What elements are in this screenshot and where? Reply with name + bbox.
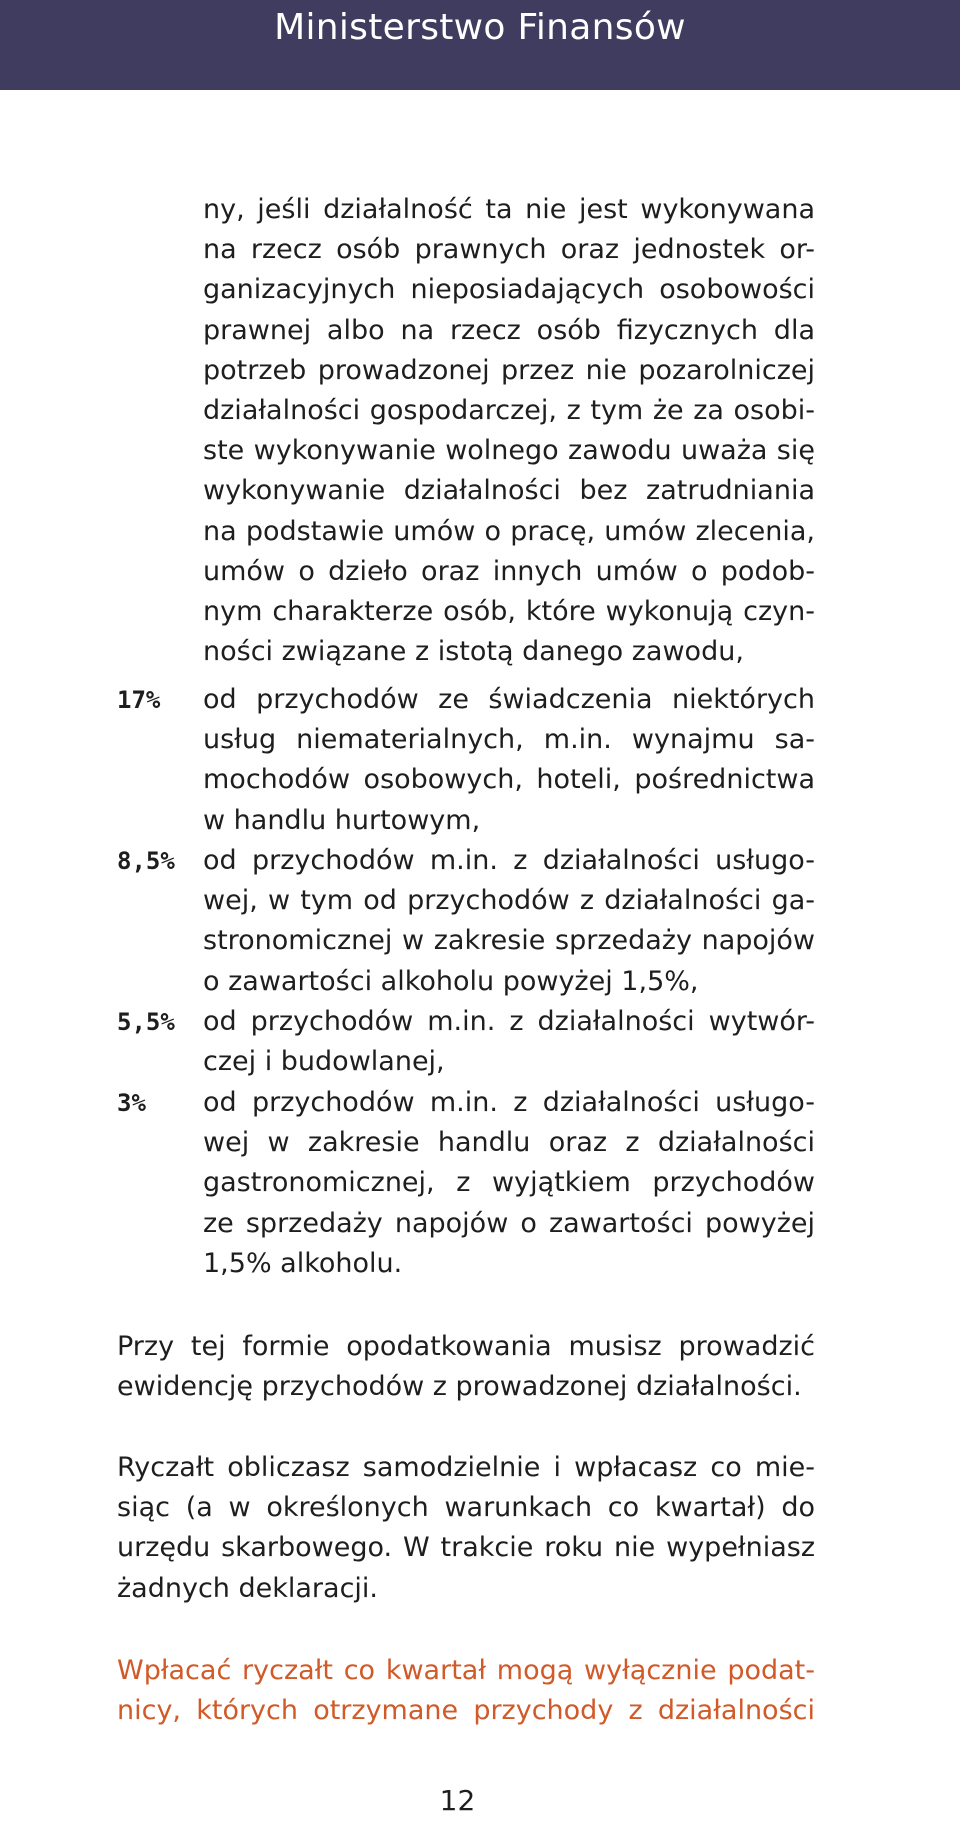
rate-line: wej, w tym od przychodów z działalności ga- — [203, 885, 815, 917]
list-intro-line: ste wykonywanie wolnego zawodu uważa się — [203, 435, 815, 467]
rate-label-5-5: 5,5% — [117, 1008, 175, 1036]
quarterly-payment-note — [117, 1651, 815, 1731]
list-intro-line: ny, jeśli działalność ta nie jest wykonywana — [203, 194, 815, 225]
note-line: nicy, których otrzymane przychody z działalności — [117, 1695, 815, 1727]
list-intro-line: potrzeb prowadzonej przez nie pozarolniczej — [203, 354, 815, 386]
paragraph-payment — [117, 1448, 815, 1609]
list-intro-line: działalności gospodarczej, z tym że za osobi- — [203, 394, 815, 426]
rate-label-8-5: 8,5% — [117, 847, 175, 875]
paragraph-line: Ryczałt obliczasz samodzielnie i wpłacasz co mie- — [117, 1452, 815, 1483]
paragraph-record-keeping — [117, 1327, 815, 1407]
list-intro-line: ganizacyjnych nieposiadających osobowości — [203, 274, 815, 306]
list-intro-line: na podstawie umów o pracę, umów zlecenia, — [203, 515, 815, 547]
list-intro-line: wykonywanie działalności bez zatrudniania — [203, 475, 815, 507]
rate-label-17: 17% — [117, 686, 161, 714]
rate-line: od przychodów m.in. z działalności wytwór- — [203, 1006, 815, 1037]
list-intro — [203, 190, 815, 672]
rate-line: 1,5% alkoholu. — [203, 1247, 403, 1279]
list-intro-line: ności związane z istotą danego zawodu, — [203, 636, 744, 668]
paragraph-line: Przy tej formie opodatkowania musisz prowadzić — [117, 1331, 815, 1362]
rate-line: wej w zakresie handlu oraz z działalności — [203, 1127, 815, 1159]
paragraph-line: urzędu skarbowego. W trakcie roku nie wypełniasz — [117, 1532, 815, 1564]
rate-line: mochodów osobowych, hoteli, pośrednictwa — [203, 764, 815, 796]
rate-line: gastronomicznej, z wyjątkiem przychodów — [203, 1167, 815, 1199]
rate-line: od przychodów m.in. z działalności usługo- — [203, 1087, 815, 1118]
rate-line: ze sprzedaży napojów o zawartości powyżej — [203, 1207, 815, 1239]
rate-line: od przychodów m.in. z działalności usługo- — [203, 845, 815, 876]
rate-line: usług niematerialnych, m.in. wynajmu sa- — [203, 724, 815, 756]
rate-label-3: 3% — [117, 1089, 146, 1117]
rate-line: w handlu hurtowym, — [203, 804, 481, 836]
rate-item-3 — [203, 1083, 815, 1284]
note-line: Wpłacać ryczałt co kwartał mogą wyłącznie podat- — [117, 1655, 815, 1686]
paragraph-line: żadnych deklaracji. — [117, 1572, 378, 1604]
paragraph-line: siąc (a w określonych warunkach co kwartał) do — [117, 1492, 815, 1524]
rate-line: od przychodów ze świadczenia niektórych — [203, 684, 815, 715]
rate-line: stronomicznej w zakresie sprzedaży napojów — [203, 925, 815, 957]
page-header — [0, 0, 960, 90]
rate-item-5-5 — [203, 1002, 815, 1082]
page-number: 12 — [439, 1784, 476, 1817]
rate-item-17 — [203, 680, 815, 841]
header-title: Ministerstwo Finansów — [274, 7, 686, 48]
rate-item-8-5 — [203, 841, 815, 1002]
rate-line: o zawartości alkoholu powyżej 1,5%, — [203, 965, 699, 997]
paragraph-line: ewidencję przychodów z prowadzonej działalności. — [117, 1371, 802, 1403]
list-intro-line: umów o dzieło oraz innych umów o podob- — [203, 555, 815, 587]
list-intro-line: nym charakterze osób, które wykonują czyn- — [203, 595, 815, 627]
list-intro-line: na rzecz osób prawnych oraz jednostek or- — [203, 234, 815, 266]
rate-line: czej i budowlanej, — [203, 1046, 445, 1078]
list-intro-line: prawnej albo na rzecz osób fizycznych dla — [203, 314, 815, 346]
